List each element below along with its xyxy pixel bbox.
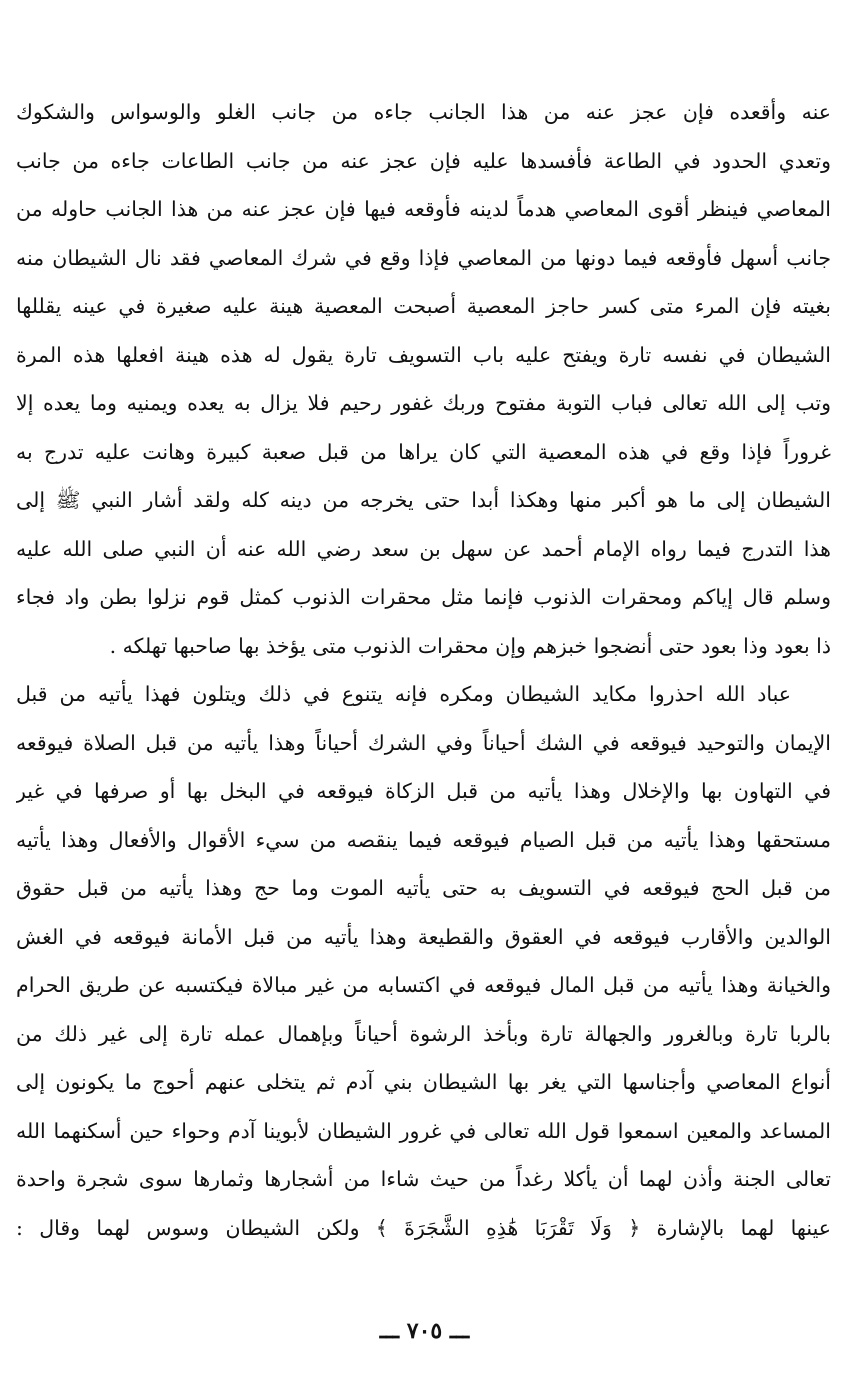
text-line: الوالدين والأقارب فيوقعه في العقوق والقطيعة وهذا يأتيه من قبل الأمانة فيوقعه في الغش [16,924,831,949]
text-line: بالربا تارة وبالغرور والجهالة تارة وبأخذ الرشوة أحياناً وبإهمال عمله تارة إلى غير ذلك من [16,1021,831,1046]
text-line: في التهاون بها والإخلال وهذا يأتيه من قبل الزكاة فيوقعه في البخل بها أو صرفها في غير [16,779,831,803]
body-text [16,88,831,1252]
text-line: الشيطان إلى ما هو أكبر منها وهكذا أبدا حتى يخرجه من دينه كله ولقد أشار النبي ﷺ إلى [16,488,831,512]
text-line: عينها لهما بالإشارة ﴿ وَلَا تَقْرَبَا هَٰذِهِ الشَّجَرَةَ ﴾ ولكن الشيطان وسوس لهما وقال : [16,1215,831,1240]
text-line: وتعدي الحدود في الطاعة فأفسدها عليه فإن عجز عنه من جانب الطاعات جاءه من جانب [16,148,831,173]
text-line: والخيانة وهذا يأتيه من قبل المال فيوقعه في اكتسابه من غير مبالاة فيكتسبه عن طريق الحرام [16,973,831,997]
text-line: مستحقها وهذا يأتيه من قبل الصيام فيوقعه فيما ينقصه من سيء الأقوال والأفعال وهذا يأتيه [16,827,831,852]
text-line: من قبل الحج فيوقعه في التسويف به حتى يأتيه الموت وما حج وهذا يأتيه من قبل حقوق [16,876,831,900]
text-line: الإيمان والتوحيد فيوقعه في الشك أحياناً وفي الشرك أحياناً وهذا يأتيه من قبل الصلاة فيوقعه [16,730,831,755]
paragraph-start-line: عباد الله احذروا مكايد الشيطان ومكره فإنه يتنوع في ذلك ويتلون فهذا يأتيه من قبل [16,682,791,706]
text-line: عنه وأقعده فإن عجز عنه من هذا الجانب جاءه من جانب الغلو والوسواس والشكوك [16,100,831,124]
page-number: ـــ ٧٠٥ ـــ [379,1318,470,1344]
text-line: غروراً فإذا وقع في هذه المعصية التي كان يراها من قبل صعبة كبيرة وهانت عليه تدرج به [16,439,831,464]
text-line: وسلم قال إياكم ومحقرات الذنوب فإنما مثل محقرات الذنوب كمثل قوم نزلوا بطن واد فجاء [16,585,831,609]
text-line: تعالى الجنة وأذن لهما أن يأكلا رغداً من حيث شاءا من أشجارها وثمارها سوى شجرة واحدة [16,1167,831,1191]
text-line: جانب أسهل فأوقعه فيما دونها من المعاصي فإذا وقع في شرك المعاصي فقد نال الشيطان منه [16,245,831,270]
text-line: المساعد والمعين اسمعوا قول الله تعالى في غرور الشيطان لأبوينا آدم وحواء حين أسكنهما الله [16,1118,831,1143]
text-line: هذا التدرج فيما رواه الإمام أحمد عن سهل بن سعد رضي الله عنه أن النبي صلى الله عليه [16,536,831,561]
text-line: المعاصي فينظر أقوى المعاصي هدماً لدينه فأوقعه فيها فإن عجز عنه من هذا الجانب حاوله من [16,197,831,221]
text-line: وتب إلى الله تعالى فباب التوبة مفتوح وربك غفور رحيم فلا يزال به يعده ويمنيه وما يعده إلا [16,391,831,415]
text-line: أنواع المعاصي وأجناسها التي يغر بها الشيطان بني آدم ثم يتخلى عنهم أحوج ما يكونون إلى [16,1070,831,1094]
paragraph-end-line: ذا بعود وذا بعود حتى أنضجوا خبزهم وإن محقرات الذنوب متى يؤخذ بها صاحبها تهلكه . [109,633,831,658]
text-line: الشيطان في نفسه تارة ويفتح عليه باب التسويف تارة يقول له هذه هينة افعلها هذه المرة [16,342,831,367]
text-line: بغيته فإن المرء متى كسر حاجز المعصية أصبحت المعصية هينة عليه صغيرة في عينه يقللها [16,294,831,318]
